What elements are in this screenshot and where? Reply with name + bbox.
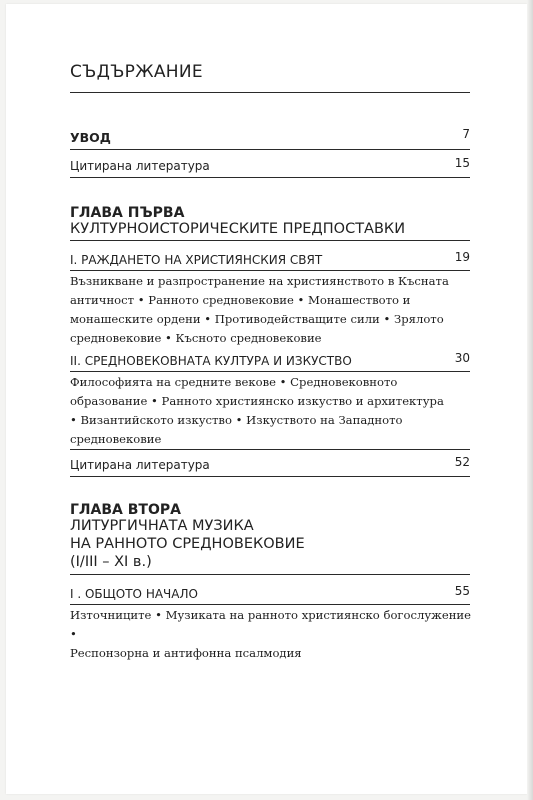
intro-page: 7 [462,127,470,141]
contents-line: монашеските ордени • Противодействащите сили • Зрялото [70,312,444,326]
chapter2-section1-label: I . ОБЩОТО НАЧАЛО [70,587,198,601]
chapter1-rule [70,240,470,241]
chapter1-heading: ГЛАВА ПЪРВА [70,205,185,221]
toc-title: СЪДЪРЖАНИЕ [70,62,203,82]
chapter1-section1-rule [70,270,470,271]
chapter1-section1-page: 19 [454,250,470,264]
intro-refs-rule [70,177,470,178]
chapter1-section2-contents [70,373,472,449]
contents-line: образование • Ранното християнско изкуство и архитектура [70,394,444,408]
chapter2-section1-contents [70,606,472,663]
intro-refs-label: Цитирана литература [70,159,210,173]
chapter1-refs-top-rule [70,449,470,450]
chapter2-title-line: (I/III – XI в.) [70,554,152,570]
page-edge [527,0,533,800]
chapter2-title-line: ЛИТУРГИЧНАТА МУЗИКА [70,518,254,534]
chapter1-section2-label: II. СРЕДНОВЕКОВНАТА КУЛТУРА И ИЗКУСТВО [70,354,352,368]
chapter2-title-line: НА РАННОТО СРЕДНОВЕКОВИЕ [70,536,305,552]
chapter2-rule [70,574,470,575]
chapter2-section1-page: 55 [454,584,470,598]
chapter1-refs-rule [70,476,470,477]
chapter1-section1-label: I. РАЖДАНЕТО НА ХРИСТИЯНСКИЯ СВЯТ [70,253,323,267]
chapter1-section1-contents [70,272,472,348]
contents-line: Източниците • Музиката на ранното християнско богослужение • [70,608,472,641]
intro-rule [70,149,470,150]
intro-label: УВОД [70,130,111,145]
chapter2-heading: ГЛАВА ВТОРА [70,502,181,518]
contents-line: Респонзорна и антифонна псалмодия [70,646,302,660]
contents-line: античност • Ранното средновековие • Монашеството и [70,293,411,307]
chapter2-title [70,517,305,571]
chapter1-refs-label: Цитирана литература [70,458,210,472]
chapter1-section2-page: 30 [454,351,470,365]
contents-line: Възникване и разпространение на християнството в Късната [70,274,449,288]
chapter1-title: КУЛТУРНОИСТОРИЧЕСКИТЕ ПРЕДПОСТАВКИ [70,221,406,237]
contents-line: средновековие [70,432,162,446]
chapter1-section2-rule [70,371,470,372]
intro-refs-page: 15 [454,156,470,170]
contents-line: средновековие • Късното средновековие [70,331,322,345]
contents-line: • Византийското изкуство • Изкуството на Западното [70,413,403,427]
title-rule [70,92,470,93]
contents-line: Философията на средните векове • Средновековното [70,375,398,389]
chapter1-refs-page: 52 [454,455,470,469]
chapter2-section1-rule [70,604,470,605]
